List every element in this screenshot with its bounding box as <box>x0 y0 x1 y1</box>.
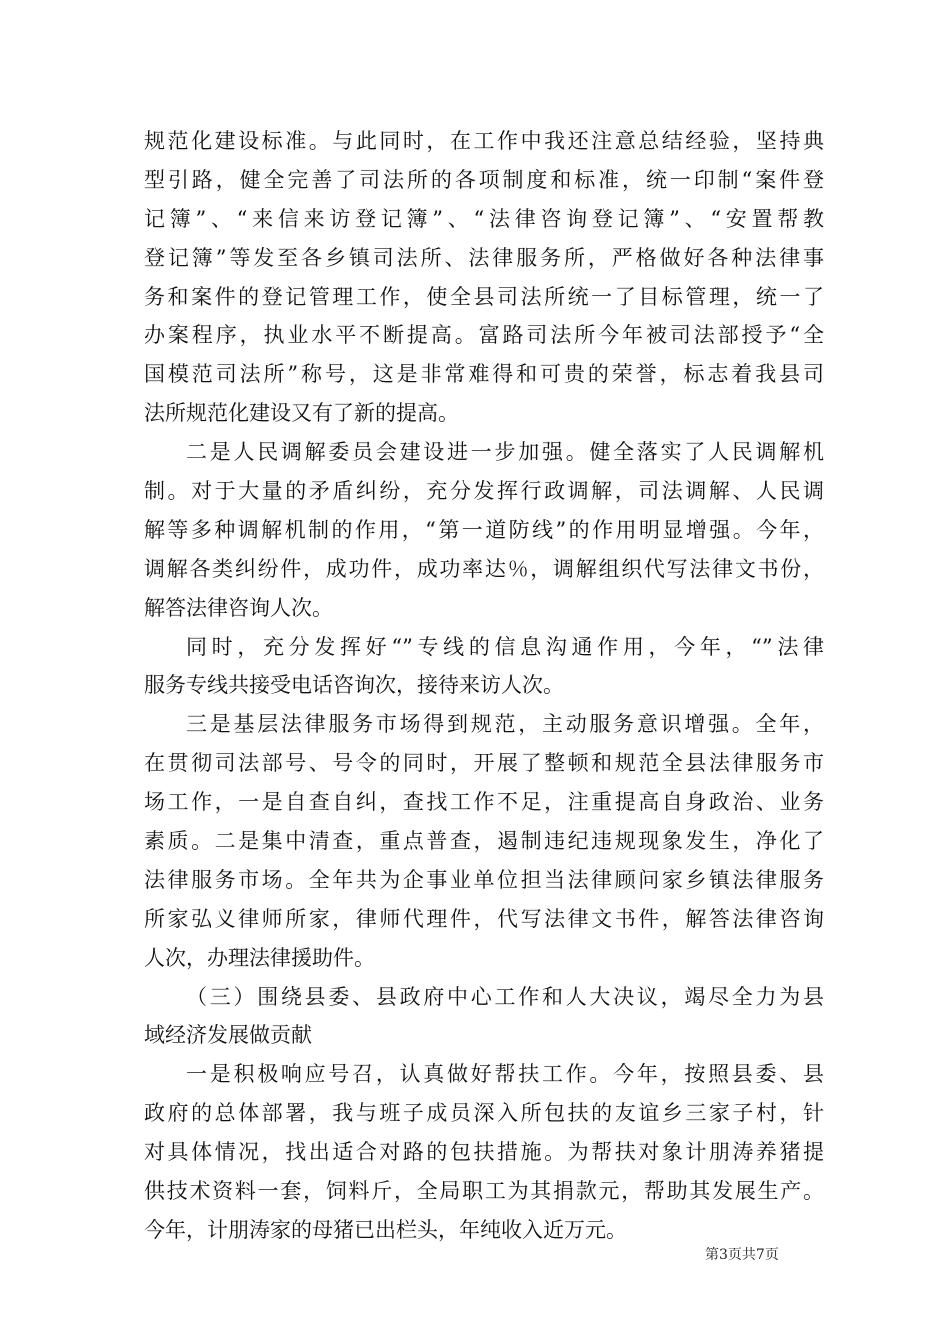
text-line: 解答法律咨询人次。 <box>144 595 333 620</box>
text-line: 规范化建设标准。与此同时，在工作中我还注意总结经验，坚持典 <box>144 129 824 153</box>
section-heading: 域经济发展做贡献 <box>144 1023 312 1048</box>
text-line: 法律服务市场。全年共为企事业单位担当法律顾问家乡镇法律服务 <box>144 867 824 892</box>
text-line: 三是基层法律服务市场得到规范，主动服务意识增强。全年， <box>186 712 824 737</box>
section-heading: （三）围绕县委、县政府中心工作和人大决议，竭尽全力为县 <box>186 984 824 1009</box>
text-line: 一是积极响应号召，认真做好帮扶工作。今年，按照县委、县 <box>186 1062 824 1087</box>
text-line: 国模范司法所”称号，这是非常难得和可贵的荣誉，标志着我县司 <box>144 362 824 387</box>
text-line: 同时，充分发挥好“”专线的信息沟通作用，今年，“”法律 <box>186 634 824 659</box>
text-line: 对具体情况，找出适合对路的包扶措施。为帮扶对象计朋涛养猪提 <box>144 1140 824 1165</box>
text-line: 解等多种调解机制的作用，“第一道防线”的作用明显增强。今年， <box>144 517 824 542</box>
text-line: 二是人民调解委员会建设进一步加强。健全落实了人民调解机 <box>186 440 824 465</box>
text-line: 制。对于大量的矛盾纠纷，充分发挥行政调解，司法调解、人民调 <box>144 479 824 504</box>
text-line: 场工作，一是自查自纠，查找工作不足，注重提高自身政治、业务 <box>144 790 824 815</box>
text-line: 调解各类纠纷件，成功件，成功率达％，调解组织代写法律文书份， <box>144 556 824 581</box>
text-line: 型引路，健全完善了司法所的各项制度和标准，统一印制“案件登 <box>144 167 824 192</box>
page-number: 第3页共7页 <box>705 1247 779 1263</box>
text-line: 服务专线共接受电话咨询次，接待来访人次。 <box>144 673 564 698</box>
text-line: 今年，计朋涛家的母猪已出栏头，年纯收入近万元。 <box>144 1217 627 1242</box>
text-line: 在贯彻司法部号、号令的同时，开展了整顿和规范全县法律服务市 <box>144 751 824 776</box>
text-line: 政府的总体部署，我与班子成员深入所包扶的友谊乡三家子村，针 <box>144 1101 824 1126</box>
text-line: 供技术资料一套，饲料斤，全局职工为其捐款元，帮助其发展生产。 <box>144 1179 824 1204</box>
text-line: 素质。二是集中清查，重点普查，遏制违纪违规现象发生，净化了 <box>144 829 824 854</box>
text-line: 务和案件的登记管理工作，使全县司法所统一了目标管理，统一了 <box>144 284 824 309</box>
text-line: 所家弘义律师所家，律师代理件，代写法律文书件，解答法律咨询 <box>144 906 824 931</box>
text-line: 人次，办理法律援助件。 <box>144 945 375 970</box>
text-line: 办案程序，执业水平不断提高。富路司法所今年被司法部授予“全 <box>144 323 824 348</box>
text-line: 登记簿”等发至各乡镇司法所、法律服务所，严格做好各种法律事 <box>144 245 824 270</box>
text-line: 法所规范化建设又有了新的提高。 <box>144 401 459 426</box>
body-text <box>144 122 824 1250</box>
text-line: 记簿”、“来信来访登记簿”、“法律咨询登记簿”、“安置帮教 <box>144 206 824 231</box>
